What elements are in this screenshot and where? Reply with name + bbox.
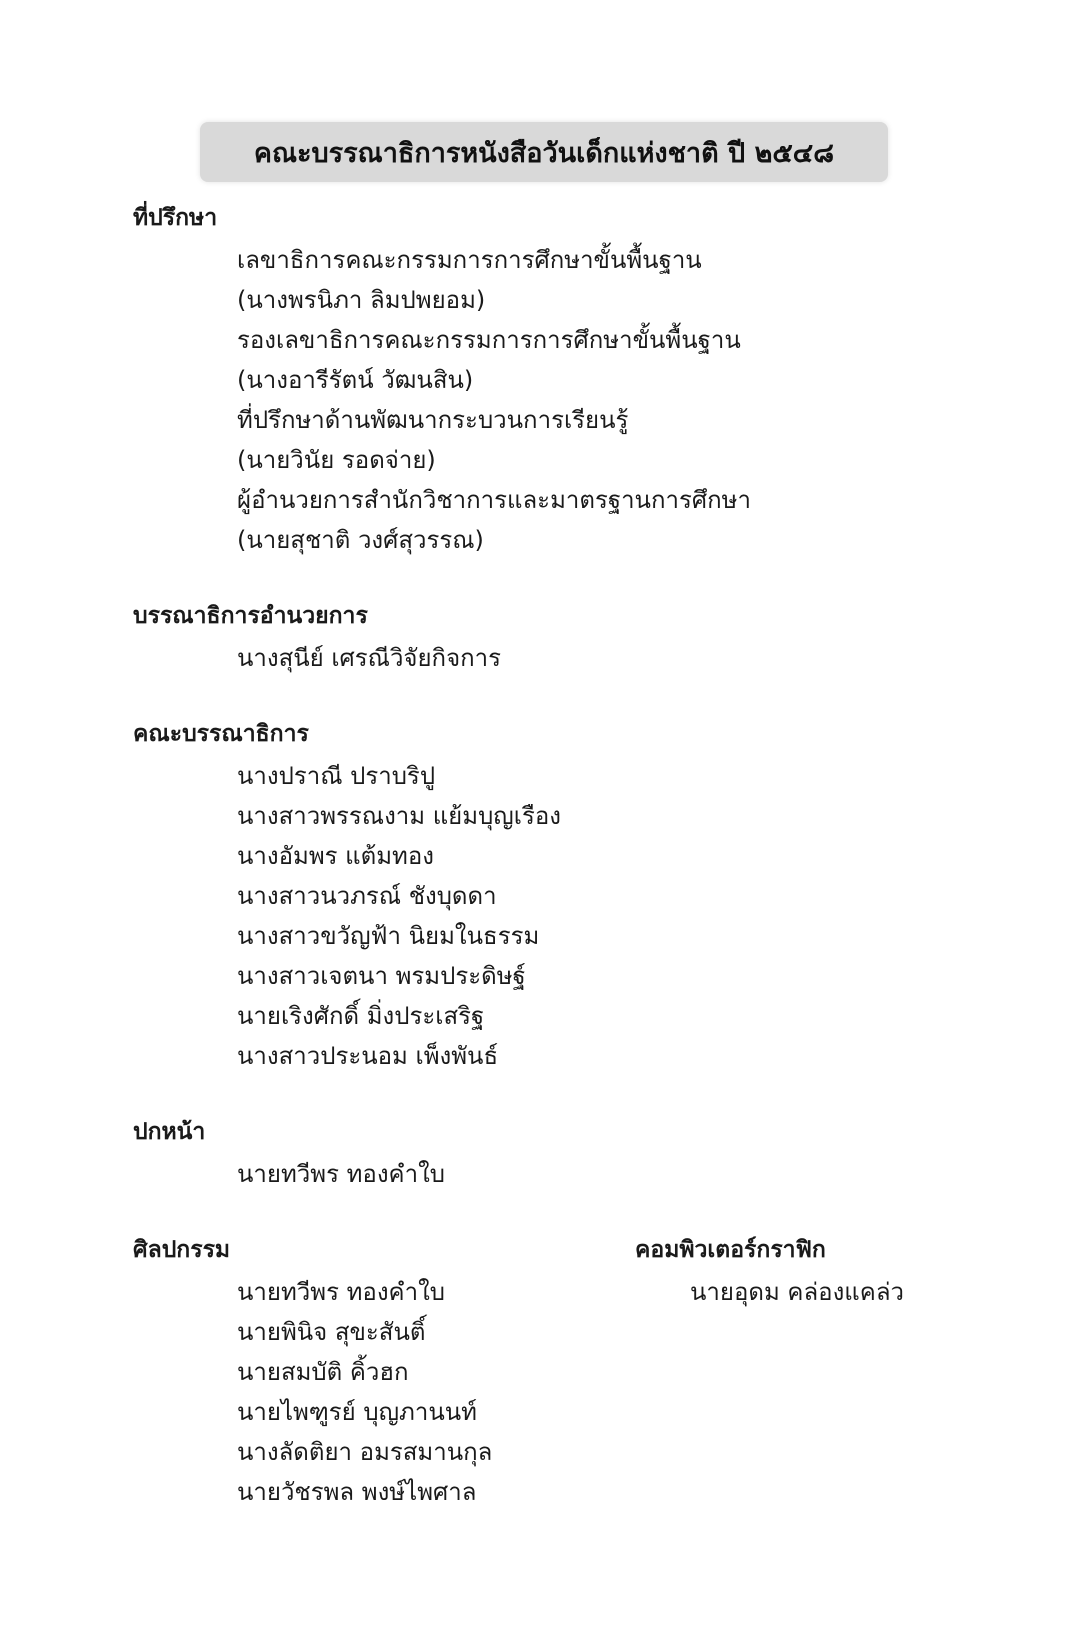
editorial-board-member: นางอัมพร แต้มทอง xyxy=(237,842,435,870)
editorial-board-member: นางปราณี ปราบริปู xyxy=(237,762,436,790)
editorial-board-member: นางสาวนวภรณ์ ชังบุดดา xyxy=(237,882,497,910)
art-member: นายสมบัติ คิ้วฮก xyxy=(237,1358,409,1386)
editorial-board-member: นางสาวพรรณงาม แย้มบุญเรือง xyxy=(237,802,561,830)
advisor-line: ผู้อำนวยการสำนักวิชาการและมาตรฐานการศึกษา xyxy=(237,486,751,514)
advisor-line: ที่ปรึกษาด้านพัฒนากระบวนการเรียนรู้ xyxy=(237,406,629,434)
cover-artist-name: นายทวีพร ทองคำใบ xyxy=(237,1160,446,1188)
section-heading-computer-graphics: คอมพิวเตอร์กราฟิก xyxy=(635,1237,826,1263)
editorial-board-member: นางสาวประนอม เพ็งพันธ์ xyxy=(237,1042,499,1070)
section-heading-advisors: ที่ปรึกษา xyxy=(133,205,218,231)
editorial-board-member: นางสาวเจตนา พรมประดิษฐ์ xyxy=(237,962,526,990)
editorial-board-member: นางสาวขวัญฟ้า นิยมในธรรม xyxy=(237,922,540,950)
advisor-line: เลขาธิการคณะกรรมการการศึกษาขั้นพื้นฐาน xyxy=(237,246,702,274)
section-heading-art: ศิลปกรรม xyxy=(133,1237,231,1263)
title-banner xyxy=(200,122,888,182)
editorial-board-member: นายเริงศักดิ์ มิ่งประเสริฐ xyxy=(237,1002,485,1030)
section-heading-editorial-board: คณะบรรณาธิการ xyxy=(133,721,309,747)
art-member: นายไพฑูรย์ บุญภานนท์ xyxy=(237,1398,477,1426)
advisor-line: (นางพรนิภา ลิมปพยอม) xyxy=(237,286,486,314)
section-heading-editor-director: บรรณาธิการอำนวยการ xyxy=(133,603,368,629)
section-heading-cover: ปกหน้า xyxy=(133,1119,206,1145)
advisor-line: (นางอารีรัตน์ วัฒนสิน) xyxy=(237,366,474,394)
advisor-line: (นายสุชาติ วงศ์สุวรรณ) xyxy=(237,526,484,554)
art-member: นายวัชรพล พงษ์ไพศาล xyxy=(237,1478,477,1506)
page-title: คณะบรรณาธิการหนังสือวันเด็กแห่งชาติ ปี ๒๕๔๘ xyxy=(253,137,835,169)
art-member: นายทวีพร ทองคำใบ xyxy=(237,1278,446,1306)
advisor-line: (นายวินัย รอดจ่าย) xyxy=(237,446,436,474)
art-member: นางลัดติยา อมรสมานกุล xyxy=(237,1438,493,1466)
editor-director-name: นางสุนีย์ เศรณีวิจัยกิจการ xyxy=(237,644,502,672)
computer-graphics-member: นายอุดม คล่องแคล่ว xyxy=(690,1278,904,1306)
advisor-line: รองเลขาธิการคณะกรรมการการศึกษาขั้นพื้นฐาน xyxy=(237,326,741,354)
art-member: นายพินิจ สุขะสันติ์ xyxy=(237,1318,426,1346)
